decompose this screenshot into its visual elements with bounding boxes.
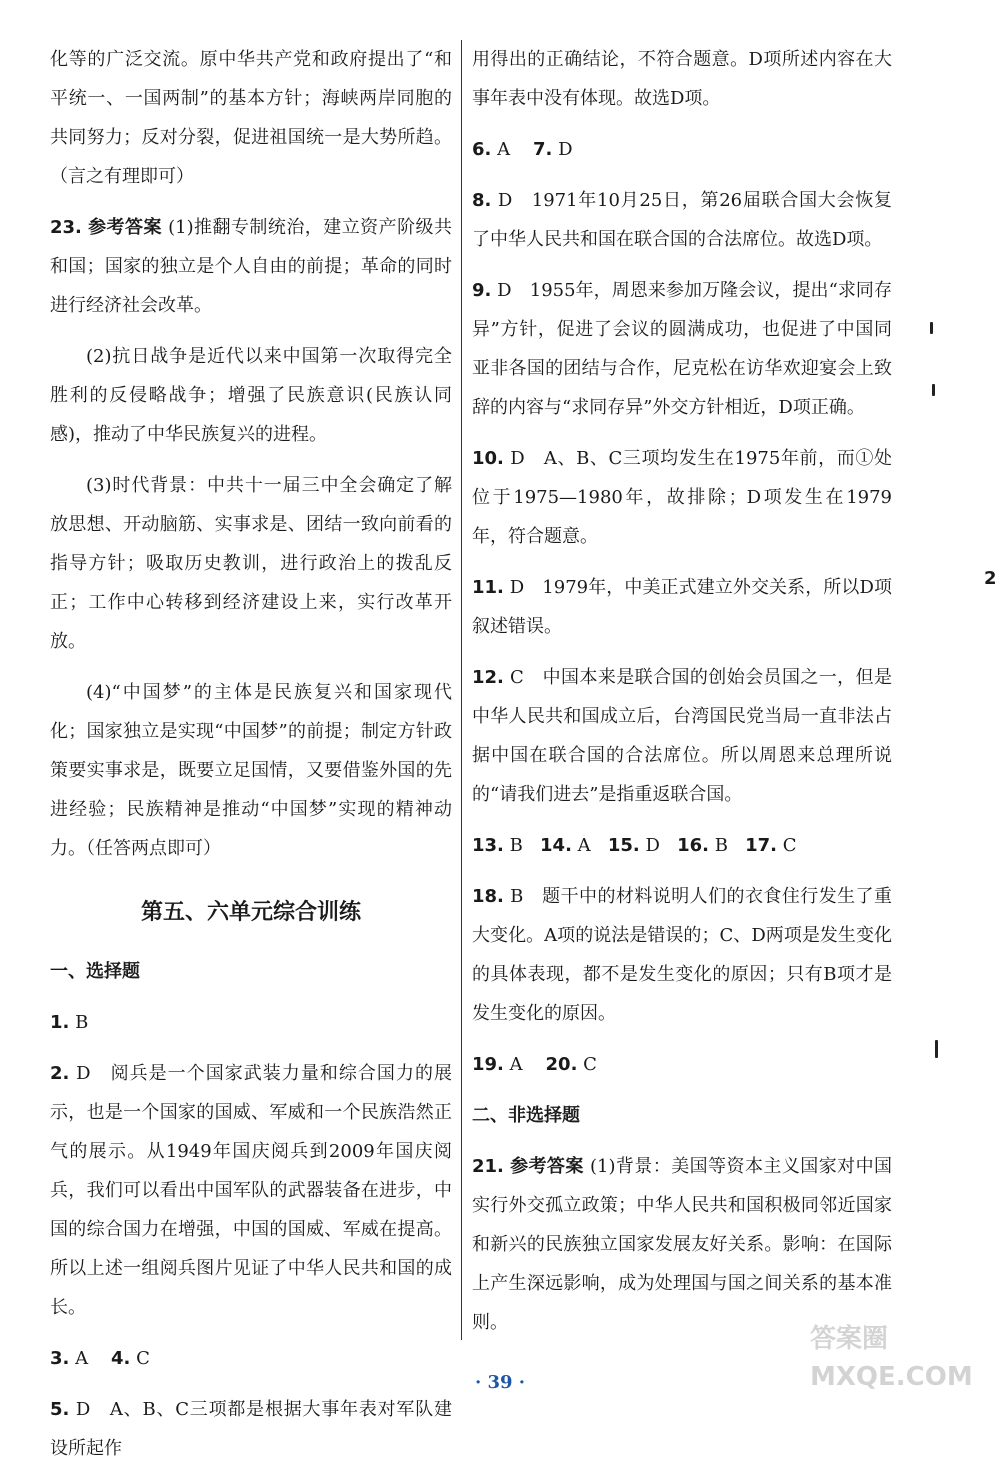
answer-number: 4. [111,1348,131,1369]
answer-text: D [645,835,660,856]
answer-label: 参考答案 [510,1156,584,1177]
answer-text: A [577,835,591,856]
answer-5-continued: 用得出的正确结论，不符合题意。D项所述内容在大事年表中没有体现。故选D项。 [472,49,892,109]
subsection-non-choice: 二、非选择题 [472,1105,580,1126]
answer-23-part-2: (2)抗日战争是近代以来中国第一次取得完全胜利的反侵略战争；增强了民族意识(民族认同感)，推动了中华民族复兴的进程。 [50,346,452,445]
answer-number: 1. [50,1012,70,1033]
answer-number: 6. [472,139,492,160]
answer-number: 16. [677,835,709,856]
answer-5 [50,1390,452,1468]
answer-text: C 中国本来是联合国的创始会员国之一，但是中华人民共和国成立后，台湾国民党当局一直非法占据中国在联合国的合法席位。所以周恩来总理所说的“请我们进去”是指重返联合国。 [472,667,892,805]
answer-10 [472,439,892,556]
answer-21 [472,1147,892,1342]
answer-text: B [509,835,523,856]
answer-23-part-3: (3)时代背景：中共十一届三中全会确定了解放思想、开动脑筋、实事求是、团结一致向前看的指导方针；吸取历史教训，进行政治上的拨乱反正；工作中心转移到经济建设上来，实行改革开放。 [50,475,452,652]
answer-text: C [136,1348,150,1369]
answer-number: 8. [472,190,492,211]
answer-number: 18. [472,886,504,907]
answer-number: 21. [472,1156,504,1177]
answer-text: D 1979年，中美正式建立外交关系，所以D项叙述错误。 [472,577,892,637]
answer-text: D A、B、C三项均发生在1975年前，而①处位于1975—1980年，故排除；D项发生在1979年，符合题意。 [472,448,892,547]
answer-11 [472,568,892,646]
answer-number: 17. [745,835,777,856]
answer-number: 15. [607,835,640,856]
answer-text: B [75,1012,89,1033]
answer-8 [472,181,892,259]
answer-number: 10. [472,448,504,469]
answer-number: 20. [545,1054,578,1075]
answer-23-part-4: (4)“中国梦”的主体是民族复兴和国家现代化；国家独立是实现“中国梦”的前提；制定方针政策要实事求是，既要立足国情，又要借鉴外国的先进经验；民族精神是推动“中国梦”实现的精神动力。（任答两点即可） [50,682,452,859]
answer-number: 7. [533,139,553,160]
watermark-line-2: MXQE.COM [810,1362,973,1392]
answer-text: D 阅兵是一个国家武装力量和综合国力的展示，也是一个国家的国威、军威和一个民族浩然正气的展示。从1949年国庆阅兵到2009年国庆阅兵，我们可以看出中国军队的武器装备在进步，中国的综合国力在增强，中国的国威、军威在提高。所以上述一组阅兵图片见证了中华人民共和国的成长。 [50,1063,452,1318]
answer-text: B [714,835,728,856]
answer-19-20 [472,1045,892,1084]
answer-9 [472,271,892,427]
answer-1 [50,1003,452,1042]
answer-text: D 1971年10月25日，第26届联合国大会恢复了中华人民共和国在联合国的合法席位。故选D项。 [472,190,892,250]
answer-number: 14. [540,835,572,856]
answer-number: 13. [472,835,504,856]
right-column [472,40,892,1354]
answer-text: C [583,1054,597,1075]
scan-speck [930,322,933,334]
watermark-line-1: 答案圈 [810,1324,889,1354]
answer-12 [472,658,892,814]
answer-label: 参考答案 [88,217,162,238]
answer-number: 2. [50,1063,70,1084]
answer-23-part-1: (1)推翻专制统治，建立资产阶级共和国；国家的独立是个人自由的前提；革命的同时进行经济社会改革。 [50,217,452,316]
answer-text: D 1955年，周恩来参加万隆会议，提出“求同存异”方针，促进了会议的圆满成功，也促进了中国同亚非各国的团结与合作，尼克松在访华欢迎宴会上致辞的内容与“求同存异”外交方针相近，D项正确。 [472,280,892,418]
answer-number: 12. [472,667,504,688]
answer-text: D [558,139,573,160]
column-divider [461,40,462,1340]
answer-2 [50,1054,452,1327]
answer-number: 5. [50,1399,70,1420]
scan-speck [932,384,935,396]
answer-text: D A、B、C三项都是根据大事年表对军队建设所起作 [50,1399,452,1459]
answer-6-7 [472,130,892,169]
answer-number: 3. [50,1348,70,1369]
answer-text: (1)背景：美国等资本主义国家对中国实行外交孤立政策；中华人民共和国积极同邻近国家和新兴的民族独立国家发展友好关系。影响：在国际上产生深远影响，成为处理国与国之间关系的基本准则。 [472,1156,893,1333]
answer-number: 19. [472,1054,504,1075]
section-title: 第五、六单元综合训练 [140,900,361,925]
answer-text: A [75,1348,89,1369]
answer-13-17 [472,826,892,865]
answer-text: B 题干中的材料说明人们的衣食住行发生了重大变化。A项的说法是错误的；C、D两项是发生变化的具体表现，都不是发生变化的原因；只有B项才是发生变化的原因。 [472,886,892,1024]
answer-number: 11. [472,577,504,598]
subsection-choice: 一、选择题 [50,961,140,982]
answer-number: 9. [472,280,492,301]
answer-text: A [509,1054,523,1075]
scan-speck [935,1040,938,1058]
side-margin-mark: 2 [984,568,997,589]
continued-paragraph: 化等的广泛交流。原中华共产党和政府提出了“和平统一、一国两制”的基本方针；海峡两岸同胞的共同努力；反对分裂，促进祖国统一是大势所趋。（言之有理即可） [50,49,452,187]
answer-text: A [497,139,511,160]
left-column [50,40,452,1480]
answer-text: C [782,835,797,856]
page-number: · 39 · [474,1372,526,1393]
answer-23 [50,208,452,868]
answer-number: 23. [50,217,82,238]
answer-18 [472,877,892,1033]
